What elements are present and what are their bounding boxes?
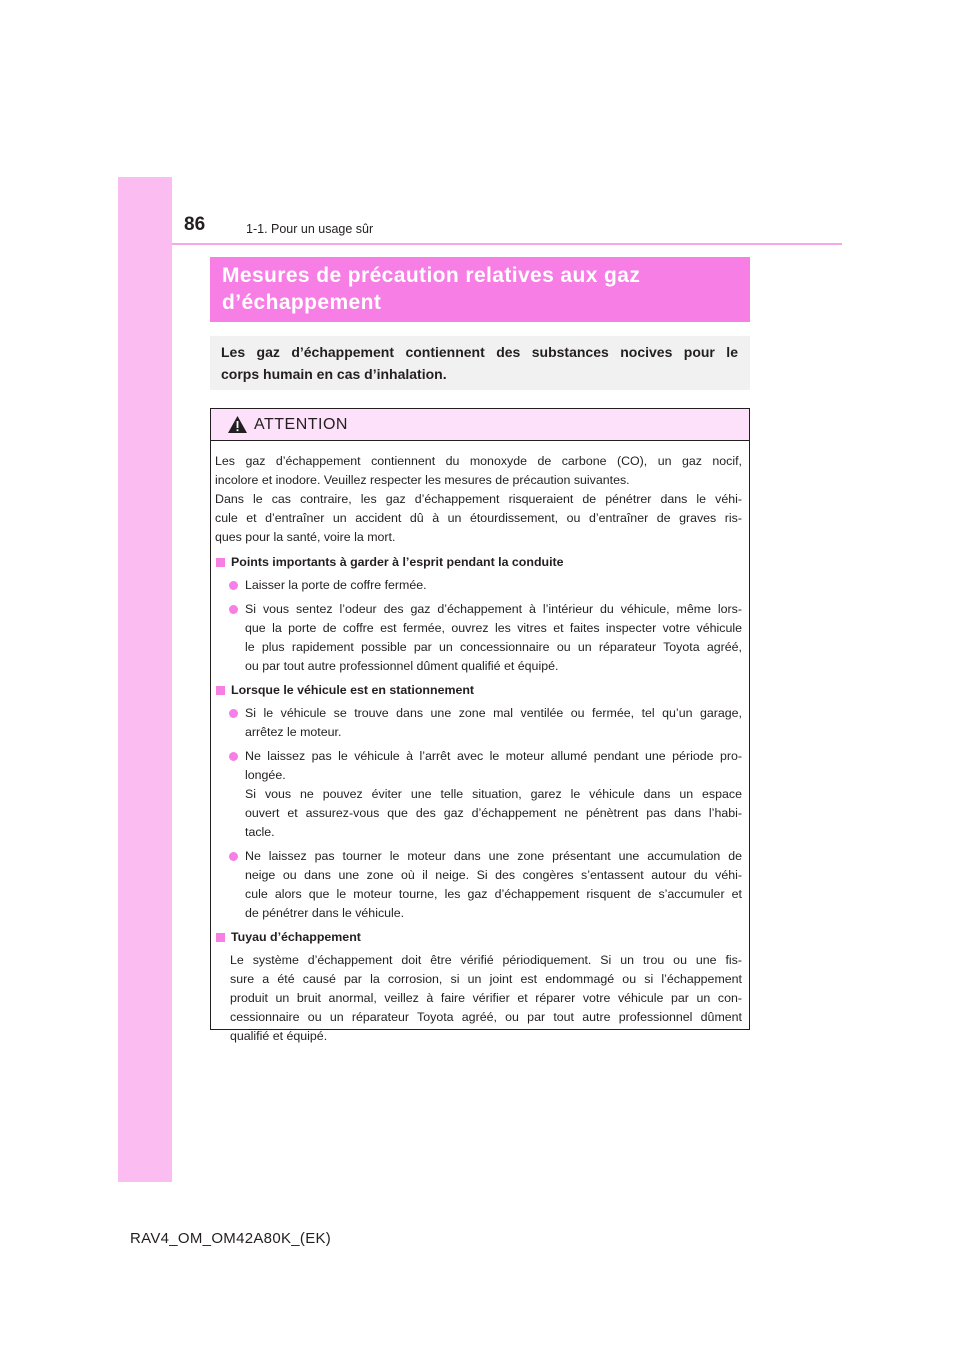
exhaust-pipe-line: cessionnaire ou un réparateur Toyota agréé, ou par tout autre professionnel dûment [230,1010,742,1024]
list-item-line: longée. [245,768,286,782]
warning-body [211,441,749,1046]
side-tab [118,177,172,1182]
warning-title: ATTENTION [254,415,348,433]
square-bullet-icon [216,686,225,695]
list-item [215,600,742,676]
list-item-text [245,704,742,742]
round-bullet-icon [229,709,238,718]
list-item [215,576,742,595]
exhaust-pipe-line: sure a été causé par la corrosion, si un joint est endommagé ou si l’échappement [230,972,742,986]
intro-text [221,341,738,385]
header-rule [172,243,842,245]
exhaust-pipe-text [215,951,742,1046]
list-item-text [245,847,742,923]
list-item-line: Si le véhicule se trouve dans une zone mal ventilée ou fermée, tel qu’un garage, [245,706,742,720]
warning-intro-line: Dans le cas contraire, les gaz d’échappement risqueraient de pénétrer dans le véhi- [215,492,742,506]
list-item-line: ouvert et assurez-vous que des gaz d’échappement ne pénètrent pas dans l’habi- [245,806,742,820]
page-title-line-1: Mesures de précaution relatives aux gaz [222,264,641,287]
round-bullet-icon [229,581,238,590]
intro-line-1: Les gaz d’échappement contiennent des substances nocives pour le [221,344,738,360]
exhaust-pipe-line: Le système d’échappement doit être vérifié périodiquement. Si un trou ou une fis- [230,953,742,967]
section-heading-text: Tuyau d’échappement [231,930,361,944]
round-bullet-icon [229,605,238,614]
page-title-box [210,257,750,322]
list-item-line: Ne laissez pas tourner le moteur dans une zone présentant une accumulation de [245,849,742,863]
section-title: 1-1. Pour un usage sûr [246,222,374,236]
list-item-text [245,576,742,595]
list-item-line: Si vous ne pouvez éviter une telle situation, garez le véhicule dans un espace [245,787,742,801]
list-item-line: ou par tout autre professionnel dûment qualifié et équipé. [245,659,559,673]
page-title [222,262,740,316]
list-item-line: Laisser la porte de coffre fermée. [245,578,427,592]
list-item-line: le plus rapidement possible par un concessionnaire ou un réparateur Toyota agréé, [245,640,742,654]
list-item-line: neige ou dans une zone où il neige. Si des congères s’entassent autour du véhi- [245,868,742,882]
page-number: 86 [184,214,206,235]
list-item-text [245,747,742,842]
warning-intro-line: Les gaz d’échappement contiennent du monoxyde de carbone (CO), un gaz nocif, [215,454,742,468]
list-item-line: de pénétrer dans le véhicule. [245,906,405,920]
list-item-line: cule alors que le moteur tourne, les gaz d’échappement risquent de s’accumuler et [245,887,742,901]
page-title-line-2: d’échappement [222,291,382,314]
square-bullet-icon [216,933,225,942]
section-heading-parking [215,681,742,700]
round-bullet-icon [229,852,238,861]
warning-intro-line: ques pour la santé, voire la mort. [215,530,396,544]
warning-intro-line: incolore et inodore. Veuillez respecter les mesures de précaution suivantes. [215,473,630,487]
list-item [215,747,742,842]
exhaust-pipe-line: qualifié et équipé. [230,1029,328,1043]
section-heading-exhaust-pipe [215,928,742,947]
intro-line-2: corps humain en cas d’inhalation. [221,366,447,382]
section-heading-text: Points importants à garder à l’esprit pendant la conduite [231,555,564,569]
warning-triangle-icon [227,415,248,434]
list-item-line: arrêtez le moteur. [245,725,342,739]
list-item-line: Si vous sentez l’odeur des gaz d’échappement à l’intérieur du véhicule, même lors- [245,602,742,616]
intro-box [210,336,750,390]
list-item-text [245,600,742,676]
document-code: RAV4_OM_OM42A80K_(EK) [130,1230,332,1247]
list-item-line: Ne laissez pas le véhicule à l’arrêt avec le moteur allumé pendant une période pro- [245,749,742,763]
section-heading-driving [215,553,742,572]
exhaust-pipe-line: produit un bruit anormal, veillez à faire vérifier et réparer votre véhicule par un con- [230,991,742,1005]
round-bullet-icon [229,752,238,761]
list-item-line: que la porte de coffre est fermée, ouvrez les vitres et faites inspecter votre véhicule [245,621,742,635]
section-heading-text: Lorsque le véhicule est en stationnement [231,683,475,697]
list-item-line: tacle. [245,825,275,839]
list-item [215,847,742,923]
list-item [215,704,742,742]
warning-header [211,409,749,441]
warning-intro-line: cule et d’entraîner un accident dû à un étourdissement, ou d’entraîner de graves ris- [215,511,742,525]
square-bullet-icon [216,558,225,567]
warning-box [210,408,750,1043]
warning-intro [215,452,742,547]
